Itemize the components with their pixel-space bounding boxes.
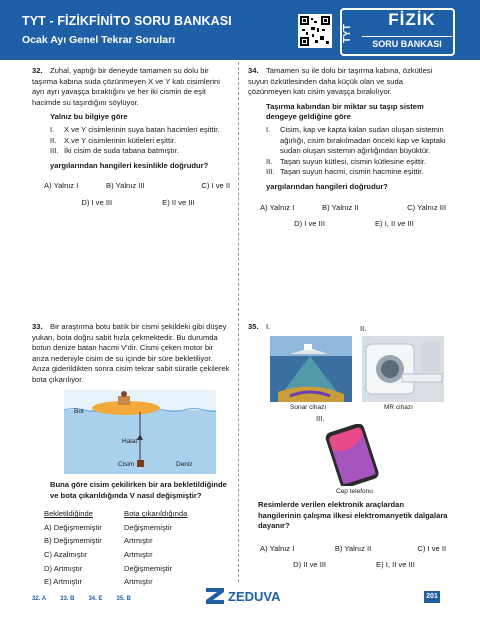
question-prompt: yargılarından hangileri kesinlikle doğrudur?	[50, 160, 209, 170]
option-d[interactable]: D) II ve III	[293, 560, 327, 570]
option-a[interactable]: A) Yalnız I	[260, 202, 295, 212]
question-33	[32, 322, 232, 386]
option-b[interactable]: B) Yalnız II	[322, 202, 359, 212]
statement-i: I. X ve Y cisimlerinin suya batan hacimleri eşittir.	[50, 124, 220, 134]
label-deniz: Deniz	[176, 461, 193, 468]
column-divider	[238, 62, 239, 582]
statement-iii: III. İki cisim de suda tabana batmıştır.	[50, 146, 179, 156]
option-a[interactable]: A) Yalnız I	[260, 543, 295, 553]
question-body: Bir araştırma botu batık bir cismi şekildeki gibi düşey yukarı, bota doğru sabit hızla çekmektedir. Bu durumda botun denize batan hacmi V'dir. Cismi çeken motor bir arıza nedeniyle cisim de su içinde bir süre bekletiliyor. Arıza giderildikten sonra cisim tekrar sabit süratle çekilerek bota çıkarılıyor.	[32, 322, 230, 384]
question-number: 32.	[32, 66, 43, 75]
option-e[interactable]: E) I, II ve III	[376, 560, 415, 570]
qr-code-icon[interactable]	[298, 14, 332, 48]
option-c[interactable]: C) Yalnız III	[407, 202, 447, 212]
option-a[interactable]: A) Değişmemiştir Değişmemiştir	[44, 522, 173, 532]
question-35-header	[248, 322, 448, 333]
table-header-2: Bota çıkarıldığında	[124, 509, 188, 519]
statement-ii: II. X ve Y cisimlerinin kütleleri eşittir.	[50, 135, 176, 145]
option-b[interactable]: B) Değişmemiştir Artmıştır	[44, 536, 153, 546]
caption-sonar: Sonar cihazı	[290, 404, 327, 411]
option-d[interactable]: D) Artmıştır Değişmemiştir	[44, 563, 173, 573]
option-d[interactable]: D) I ve III	[294, 219, 325, 229]
option-b[interactable]: B) Yalnız III	[106, 181, 145, 191]
question-premise: Taşırma kabından bir miktar su taşıp sistem dengeye geldiğine göre	[266, 101, 424, 122]
answer-34: 34. E	[88, 596, 103, 602]
statement-iii: III. Taşan suyun hacmi, cismin hacmine eşittir.	[266, 167, 424, 177]
question-prompt: Buna göre cisim çekilirken bir ara bekletildiğinde ve bota çıkarıldığında V nasıl değişmiştir?	[50, 480, 227, 500]
answer-key	[32, 596, 131, 602]
answer-33: 33. B	[60, 596, 75, 602]
question-number: 33.	[32, 322, 43, 331]
boat-figure	[64, 390, 216, 474]
question-premise: Yalnız bu bilgiye göre	[50, 112, 128, 122]
zeduva-logo-icon	[206, 588, 224, 604]
statement-i: I. Cisim, kap ve kapta kalan sudan oluşan sistemin ağırlığı, cisim bırakılmadan önceki kap ve kaptaki sudan oluşan sistemin ağırlığından büyüktür.	[266, 124, 446, 156]
label-halat: Halat	[122, 438, 138, 445]
question-number: 34.	[248, 66, 259, 75]
question-body: Tamamen su ile dolu bir taşırma kabına, özkütlesi suyun özkütlesinden daha küçük olan ve suda çözünmeyen katı cisim yavaşça bırakılıyor.	[248, 66, 433, 97]
option-c[interactable]: C) Azalmıştır Artmıştır	[44, 549, 153, 559]
header-title: TYT - FİZİKFİNİTO SORU BANKASI	[22, 14, 232, 28]
question-body: Zuhal, yaptığı bir deneyde tamamen su dolu bir taşırma kabına suda çözünmeyen X ve Y katı cisimlerini ayrı ayrı yavaşça bıraktığını ve her iki cismin de eşit hacimde su taşırdığını söylüyor.	[32, 66, 220, 107]
option-e[interactable]: E) II ve III	[162, 197, 195, 207]
brand-tyt: TYT	[342, 24, 353, 44]
label-cisim: Cisim	[118, 461, 135, 468]
caption-phone: Cep telefonu	[336, 488, 373, 495]
answer-35: 35. B	[116, 596, 131, 602]
option-c[interactable]: C) I ve II	[417, 543, 447, 553]
publisher-name: ZEDUVA	[228, 588, 281, 604]
label-i: I.	[266, 322, 271, 331]
label-ii: II.	[360, 324, 367, 333]
question-prompt: Resimlerde verilen elektronik araçlardan hangilerinin çalışma ilkesi elektromanyetik dalgalara dayanır?	[258, 500, 448, 531]
question-number: 35.	[248, 322, 259, 331]
option-d[interactable]: D) I ve III	[81, 197, 113, 207]
question-prompt: yargılarından hangileri doğrudur?	[266, 181, 388, 191]
question-32	[32, 66, 232, 209]
label-bot: Bot	[74, 408, 84, 415]
question-33-answers	[32, 480, 232, 588]
statement-ii: II. Taşan suyun kütlesi, cismin kütlesine eşittir.	[266, 156, 427, 166]
sonar-image	[270, 336, 352, 402]
option-b[interactable]: B) Yalnız II	[334, 543, 372, 553]
brand-subject: FİZİK	[388, 10, 436, 29]
option-c[interactable]: C) I ve II	[201, 181, 231, 191]
table-header-1: Bekletildiğinde	[44, 509, 93, 519]
question-34	[248, 66, 448, 230]
page-number: 201	[424, 591, 440, 603]
header-subtitle: Ocak Ayı Genel Tekrar Soruları	[22, 34, 176, 46]
option-e[interactable]: E) I, II ve III	[374, 219, 414, 229]
publisher-logo	[206, 588, 280, 604]
label-iii: III.	[316, 414, 325, 423]
phone-image	[316, 424, 392, 486]
question-35-body	[258, 500, 448, 571]
answer-32: 32. A	[32, 596, 47, 602]
caption-mr: MR cihazı	[384, 404, 413, 411]
mr-device-image	[362, 336, 444, 402]
option-e[interactable]: E) Artmıştır Artmıştır	[44, 577, 153, 587]
brand-soru-bankasi: SORU BANKASI	[362, 36, 452, 49]
option-a[interactable]: A) Yalnız I	[44, 181, 79, 191]
